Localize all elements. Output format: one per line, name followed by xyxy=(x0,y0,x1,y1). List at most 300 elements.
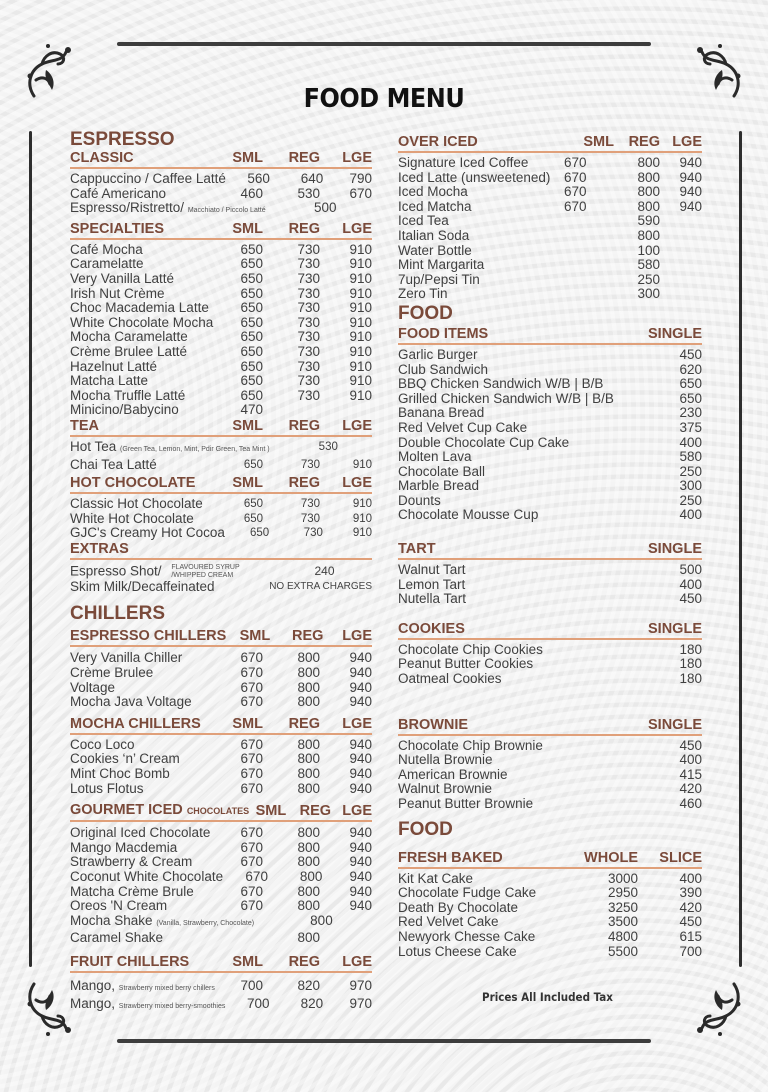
list-item: Original Iced Chocolate 670 800 940 xyxy=(70,825,372,841)
price-reg: 730 xyxy=(303,527,323,540)
price-price: 450 xyxy=(679,591,702,607)
price-lge: 790 xyxy=(349,171,372,186)
price-reg: 730 xyxy=(297,270,320,286)
price-lge xyxy=(660,229,702,244)
price-lge: 940 xyxy=(679,155,702,170)
hot-chocolate-list xyxy=(70,497,372,541)
right-column xyxy=(398,134,702,959)
list-item: Italian Soda 800 xyxy=(398,229,702,244)
price-reg: 820 xyxy=(297,977,320,993)
list-item: Newyork Chesse Cake 4800 615 xyxy=(398,928,702,944)
list-item: Mocha Caramelatte 650 730 910 xyxy=(70,329,372,345)
price-lge: 940 xyxy=(349,780,372,796)
list-item: Minicino/Babycino 470 xyxy=(70,403,372,418)
price-lge: 910 xyxy=(349,270,372,286)
cookies-list xyxy=(398,643,702,687)
price-lge xyxy=(320,403,372,418)
price-whole: 3000 xyxy=(607,870,638,886)
list-item: Crème Brulee Latté 650 730 910 xyxy=(70,343,372,359)
price-reg: 730 xyxy=(297,285,320,301)
price-reg: 730 xyxy=(297,329,320,345)
price-sml: 470 xyxy=(240,402,263,418)
price-lge: 940 xyxy=(349,869,372,884)
list-item: Banana Bread 230 xyxy=(398,405,702,421)
price-sml: 670 xyxy=(240,751,263,767)
price-sml: 670 xyxy=(240,883,263,899)
list-item: Iced Tea 590 xyxy=(398,214,702,229)
price-lge: 940 xyxy=(349,825,372,841)
list-item: Very Vanilla Chiller 670 800 940 xyxy=(70,650,372,666)
price-sml: 650 xyxy=(243,512,263,525)
price-sml: 670 xyxy=(240,766,263,782)
list-item: American Brownie 415 xyxy=(398,766,702,782)
price-sml: 670 xyxy=(240,825,263,841)
price-lge: 940 xyxy=(349,854,372,870)
price-price: 400 xyxy=(679,576,702,592)
price-sml: 700 xyxy=(240,977,263,993)
price-reg: 640 xyxy=(300,171,324,186)
price-sml: 670 xyxy=(240,780,263,796)
price-reg: 800 xyxy=(297,839,320,855)
price-lge: 910 xyxy=(352,527,372,540)
price-sml: 650 xyxy=(240,314,263,330)
price-lge xyxy=(660,214,702,229)
list-item: Very Vanilla Latté 650 730 910 xyxy=(70,270,372,286)
list-item: Walnut Brownie 420 xyxy=(398,781,702,797)
price-sml xyxy=(564,244,614,259)
category-food-2: FOOD xyxy=(398,818,453,840)
list-item: Chai Tea Latté 650 730 910 xyxy=(70,456,372,472)
list-item: Mocha Java Voltage 670 800 940 xyxy=(70,694,372,710)
price-sml: 670 xyxy=(240,679,263,695)
section-fruit-chillers: FRUIT CHILLERS SML REG LGE xyxy=(70,954,372,973)
left-rule xyxy=(29,131,32,967)
price-price: 415 xyxy=(679,766,702,782)
price-reg: 800 xyxy=(297,766,320,782)
price-sml: 650 xyxy=(240,343,263,359)
price-sml: 700 xyxy=(247,995,270,1011)
list-item: Hazelnut Latté 650 730 910 xyxy=(70,358,372,374)
price-lge xyxy=(660,258,702,273)
list-item: Lotus Cheese Cake 5500 700 xyxy=(398,943,702,959)
price-price: 620 xyxy=(679,361,702,377)
list-item: Kit Kat Cake 3000 400 xyxy=(398,870,702,886)
price-price: 250 xyxy=(679,463,702,479)
list-item: Lotus Flotus 670 800 940 xyxy=(70,780,372,796)
price-lge: 910 xyxy=(352,512,372,525)
price-whole: 3250 xyxy=(607,899,638,915)
classic-list xyxy=(70,172,372,219)
price-price: 450 xyxy=(679,737,702,753)
price-reg: 800 xyxy=(297,650,320,666)
price-sml: 650 xyxy=(240,241,263,257)
price-price: 250 xyxy=(679,492,702,508)
list-item: Espresso Shot/ FLAVOURED SYRUP /WHIPPED CREAM 240 xyxy=(70,563,335,579)
list-item: Mocha Truffle Latté 650 730 910 xyxy=(70,387,372,403)
price-sml xyxy=(564,258,614,273)
price-price: 650 xyxy=(679,376,702,392)
price-lge: 910 xyxy=(349,387,372,403)
list-item: Nutella Tart 450 xyxy=(398,591,702,607)
list-item: Irish Nut Crème 650 730 910 xyxy=(70,285,372,301)
list-item: GJC's Creamy Hot Cocoa 650 730 910 xyxy=(70,525,372,541)
price-sml: 670 xyxy=(564,155,587,170)
price-sml xyxy=(564,214,614,229)
section-gourmet-iced: GOURMET ICED CHOCOLATES SML REG LGE xyxy=(70,802,372,822)
price-sml: 650 xyxy=(240,256,263,272)
price-lge xyxy=(333,914,372,932)
price-sml: 670 xyxy=(564,184,587,200)
price-slice: 390 xyxy=(679,885,702,901)
price-reg: 730 xyxy=(297,373,320,389)
price-sml: 670 xyxy=(240,650,263,666)
price-lge: 910 xyxy=(349,329,372,345)
list-item: Mint Margarita 580 xyxy=(398,258,702,273)
price-reg: 300 xyxy=(637,286,660,302)
price-lge: 940 xyxy=(679,184,702,200)
price-sml: 670 xyxy=(240,839,263,855)
list-item: Chocolate Chip Brownie 450 xyxy=(398,737,702,753)
price-lge xyxy=(337,201,372,219)
price-lge: 940 xyxy=(679,169,702,185)
price-reg: 730 xyxy=(297,256,320,272)
price-sml: 670 xyxy=(564,198,587,214)
price-lge: 940 xyxy=(349,679,372,695)
list-item: Red Velvet Cake 3500 450 xyxy=(398,914,702,930)
brownie-list xyxy=(398,739,702,812)
list-item: Cappuccino / Caffee Latté 560 640 790 xyxy=(70,171,372,186)
price-sml: 650 xyxy=(240,300,263,316)
price-reg: 800 xyxy=(297,898,320,914)
list-item: Chocolate Mousse Cup 400 xyxy=(398,507,702,523)
list-item: Oreos 'N Cream 670 800 940 xyxy=(70,898,372,914)
price-sml: 650 xyxy=(243,458,263,471)
section-over-iced: OVER ICED SML REG LGE xyxy=(398,134,702,153)
price-sml xyxy=(564,229,614,244)
section-tart: TART SINGLE xyxy=(398,541,702,560)
price-lge xyxy=(320,931,372,946)
section-cookies: COOKIES SINGLE xyxy=(398,621,702,640)
price-slice: 400 xyxy=(679,870,702,886)
section-specialties: SPECIALTIES SML REG LGE xyxy=(70,221,372,240)
list-item: Peanut Butter Cookies 180 xyxy=(398,656,702,672)
price-lge: 910 xyxy=(349,241,372,257)
price-reg: 820 xyxy=(300,995,324,1011)
list-item: Hot Tea (Green Tea, Lemon, Mint, Pdir Green, Tea Mint ) 530 xyxy=(70,440,372,458)
price-reg: 730 xyxy=(297,358,320,374)
price-whole: 5500 xyxy=(607,943,638,959)
price-reg: 730 xyxy=(300,498,320,511)
section-tea: TEA SML REG LGE xyxy=(70,418,372,437)
price-sml: 670 xyxy=(564,169,587,185)
price-reg: 730 xyxy=(297,300,320,316)
price-lge xyxy=(660,287,702,302)
category-food: FOOD xyxy=(398,302,453,324)
price-reg xyxy=(263,403,320,418)
price-sml: 670 xyxy=(240,736,263,752)
list-item: Chocolate Fudge Cake 2950 390 xyxy=(398,885,702,901)
price-reg: 530 xyxy=(318,440,338,453)
list-item: Matcha Latte 650 730 910 xyxy=(70,373,372,389)
price-sml: 650 xyxy=(240,329,263,345)
section-fresh-baked: FRESH BAKED WHOLE SLICE xyxy=(398,850,702,869)
price-sml: 650 xyxy=(243,498,263,511)
list-item: Zero Tin 300 xyxy=(398,287,702,302)
price-slice: 615 xyxy=(679,928,702,944)
section-mocha-chillers: MOCHA CHILLERS SML REG LGE xyxy=(70,716,372,735)
list-item: Iced Latte (unsweetened) 670 800 940 xyxy=(398,169,702,185)
list-item: Voltage 670 800 940 xyxy=(70,679,372,695)
price-slice: 450 xyxy=(679,914,702,930)
price-sml xyxy=(216,931,263,946)
list-item: Death By Chocolate 3250 420 xyxy=(398,899,702,915)
list-item: Club Sandwich 620 xyxy=(398,361,702,377)
list-item: Skim Milk/Decaffeinated NO EXTRA CHARGES xyxy=(70,578,372,594)
price-lge: 910 xyxy=(349,256,372,272)
price-lge: 940 xyxy=(349,650,372,666)
price-whole: 4800 xyxy=(607,928,638,944)
price-reg: 800 xyxy=(297,854,320,870)
price-price: 400 xyxy=(679,434,702,450)
price-reg: 730 xyxy=(297,343,320,359)
price-slice: 700 xyxy=(679,943,702,959)
price-reg: 800 xyxy=(637,169,660,185)
price-reg: 800 xyxy=(297,751,320,767)
tart-list xyxy=(398,563,702,607)
fruit-chillers-list xyxy=(70,979,372,1014)
section-espresso-chillers: ESPRESSO CHILLERS SML REG LGE xyxy=(70,628,372,647)
price-lge: 940 xyxy=(349,839,372,855)
price-reg: 800 xyxy=(297,930,320,946)
section-classic: CLASSIC SML REG LGE xyxy=(70,150,372,169)
price-reg: 800 xyxy=(297,694,320,710)
price-reg: 800 xyxy=(637,155,660,170)
price-reg: 800 xyxy=(297,736,320,752)
category-chillers: CHILLERS xyxy=(70,603,165,625)
price-sml: 650 xyxy=(240,387,263,403)
list-item: Dounts 250 xyxy=(398,492,702,508)
list-item: Lemon Tart 400 xyxy=(398,576,702,592)
price-reg: 590 xyxy=(637,213,660,229)
price-lge: 910 xyxy=(349,285,372,301)
espresso-chillers-list xyxy=(70,651,372,709)
price-reg: 800 xyxy=(297,780,320,796)
price-reg: 800 xyxy=(637,184,660,200)
list-item: Coco Loco 670 800 940 xyxy=(70,736,372,752)
list-item: White Hot Chocolate 650 730 910 xyxy=(70,510,372,526)
page-title: FOOD MENU xyxy=(303,84,465,114)
price-lge: 940 xyxy=(349,898,372,914)
list-item: White Chocolate Mocha 650 730 910 xyxy=(70,314,372,330)
list-item: Mint Choc Bomb 670 800 940 xyxy=(70,766,372,782)
price-slice: 420 xyxy=(679,899,702,915)
list-item: Strawberry & Cream 670 800 940 xyxy=(70,854,372,870)
price-sml: 670 xyxy=(240,694,263,710)
section-brownie: BROWNIE SINGLE xyxy=(398,717,702,736)
price-reg: 500 xyxy=(314,200,337,216)
section-food-items: FOOD ITEMS SINGLE xyxy=(398,326,702,345)
price-sml: 560 xyxy=(247,171,270,186)
list-item: Iced Mocha 670 800 940 xyxy=(398,184,702,200)
price-lge: 910 xyxy=(349,300,372,316)
mocha-chillers-list xyxy=(70,738,372,796)
price-lge: 910 xyxy=(349,358,372,374)
price-lge: 970 xyxy=(349,995,372,1011)
list-item: Oatmeal Cookies 180 xyxy=(398,671,702,687)
price-reg: 800 xyxy=(297,825,320,841)
list-item: Café Americano 460 530 670 xyxy=(70,185,372,201)
list-item: Crème Brulee 670 800 940 xyxy=(70,665,372,681)
price-reg: 100 xyxy=(637,242,660,258)
price-lge: 940 xyxy=(349,694,372,710)
price-reg: 800 xyxy=(637,227,660,243)
price-sml xyxy=(266,201,298,219)
specialties-list xyxy=(70,243,372,418)
list-item: Red Velvet Cup Cake 375 xyxy=(398,419,702,435)
price-price: 650 xyxy=(679,390,702,406)
price-sml xyxy=(564,273,614,288)
price-price: 400 xyxy=(679,752,702,768)
price-lge xyxy=(338,440,372,458)
list-item: Chocolate Ball 250 xyxy=(398,463,702,479)
price-sml: 650 xyxy=(240,285,263,301)
price-lge: 940 xyxy=(349,751,372,767)
price-reg: 800 xyxy=(297,665,320,681)
tax-note: Prices All Included Tax xyxy=(482,990,613,1004)
price-price: 420 xyxy=(679,781,702,797)
fresh-baked-list xyxy=(398,872,702,960)
price-lge: 910 xyxy=(349,314,372,330)
list-item: Chocolate Chip Cookies 180 xyxy=(398,641,702,657)
price-lge: 910 xyxy=(352,458,372,471)
list-item: Classic Hot Chocolate 650 730 910 xyxy=(70,496,372,512)
food-items-list xyxy=(398,348,702,523)
price-price: 460 xyxy=(679,796,702,811)
gourmet-iced-list xyxy=(70,826,372,946)
price-reg: 530 xyxy=(297,185,320,201)
category-espresso: ESPRESSO xyxy=(70,129,175,150)
section-extras: EXTRAS xyxy=(70,541,372,560)
price-lge: 940 xyxy=(349,766,372,782)
list-item: Grilled Chicken Sandwich W/B | B/B 650 xyxy=(398,390,702,406)
price-price: 450 xyxy=(679,346,702,362)
list-item: Molten Lava 580 xyxy=(398,449,702,465)
left-column xyxy=(70,130,372,1014)
list-item: Iced Matcha 670 800 940 xyxy=(398,198,702,214)
price-price: 180 xyxy=(679,656,702,672)
price-reg: 800 xyxy=(299,869,323,884)
price-reg: 800 xyxy=(637,198,660,214)
price-sml: 670 xyxy=(240,898,263,914)
price-lge: 910 xyxy=(349,373,372,389)
list-item: Marble Bread 300 xyxy=(398,478,702,494)
over-iced-list xyxy=(398,156,702,302)
tea-list xyxy=(70,440,372,472)
price-lge: 940 xyxy=(679,198,702,214)
price-sml xyxy=(254,914,290,932)
price-sml: 650 xyxy=(240,358,263,374)
list-item: Water Bottle 100 xyxy=(398,244,702,259)
list-item: Coconut White Chocolate 670 800 940 xyxy=(70,869,372,884)
list-item: Caramelatte 650 730 910 xyxy=(70,256,372,272)
price-reg: 800 xyxy=(310,912,333,928)
price-lge: 940 xyxy=(349,665,372,681)
price-reg: 800 xyxy=(297,883,320,899)
list-item: Signature Iced Coffee 670 800 940 xyxy=(398,155,702,170)
list-item: Mango, Strawberry mixed berry-smoothies 700 820 970 xyxy=(70,997,372,1015)
price-price: 500 xyxy=(679,562,702,578)
list-item: Cookies ‘n’ Cream 670 800 940 xyxy=(70,751,372,767)
price-lge: 940 xyxy=(349,883,372,899)
list-item: Café Mocha 650 730 910 xyxy=(70,241,372,257)
price-reg: 250 xyxy=(637,271,660,287)
right-rule xyxy=(739,131,742,967)
price-reg: 730 xyxy=(300,458,320,471)
list-item: Peanut Butter Brownie 460 xyxy=(398,796,702,811)
price-lge: 670 xyxy=(349,185,372,201)
price-reg: 730 xyxy=(297,314,320,330)
price-sml: 670 xyxy=(240,854,263,870)
price-sml: 650 xyxy=(240,270,263,286)
price-reg: 730 xyxy=(300,512,320,525)
list-item: Matcha Crème Brule 670 800 940 xyxy=(70,883,372,899)
price-sml: 670 xyxy=(240,665,263,681)
list-item: Caramel Shake 800 xyxy=(70,931,372,946)
price-sml: 460 xyxy=(240,185,263,201)
top-rule xyxy=(117,42,651,46)
price-sml xyxy=(564,287,614,302)
price-reg: 730 xyxy=(297,241,320,257)
price-sml: 650 xyxy=(240,373,263,389)
list-item: BBQ Chicken Sandwich W/B | B/B 650 xyxy=(398,376,702,392)
price-whole: 2950 xyxy=(607,885,638,901)
price-sml xyxy=(270,440,301,458)
list-item: Garlic Burger 450 xyxy=(398,346,702,362)
price-lge: 970 xyxy=(349,977,372,993)
list-item: Walnut Tart 500 xyxy=(398,562,702,578)
list-item: Mango Macdemia 670 800 940 xyxy=(70,839,372,855)
list-item: Nutella Brownie 400 xyxy=(398,752,702,768)
price-lge xyxy=(660,244,702,259)
price-price: 400 xyxy=(679,507,702,523)
price-lge: 910 xyxy=(349,343,372,359)
price-price: 180 xyxy=(679,671,702,687)
price-lge: 940 xyxy=(349,736,372,752)
price-lge xyxy=(660,273,702,288)
price-whole: 3500 xyxy=(607,914,638,930)
price-sml: 650 xyxy=(250,527,270,540)
list-item: 7up/Pepsi Tin 250 xyxy=(398,273,702,288)
price-reg: 580 xyxy=(637,257,660,273)
list-item: Choc Macademia Latte 650 730 910 xyxy=(70,300,372,316)
price-sml: 670 xyxy=(245,869,268,884)
price-price: 375 xyxy=(679,419,702,435)
list-item: Espresso/Ristretto/ Macchiato / Piccolo Latté 500 xyxy=(70,201,372,219)
price-price: 230 xyxy=(679,405,702,421)
list-item: Mango, Strawberry mixed berry chillers 700 820 970 xyxy=(70,979,372,997)
price-price: 300 xyxy=(679,478,702,494)
price-reg: 730 xyxy=(297,387,320,403)
list-item: Mocha Shake (Vanilla, Strawberry, Chocolate) 800 xyxy=(70,914,372,932)
price-price: 580 xyxy=(679,449,702,465)
section-hot-chocolate: HOT CHOCOLATE SML REG LGE xyxy=(70,475,372,494)
price-reg: 800 xyxy=(297,679,320,695)
flourish-bottom-right-icon xyxy=(686,980,746,1040)
bottom-rule xyxy=(117,1039,651,1043)
price-lge: 910 xyxy=(352,498,372,511)
list-item: Double Chocolate Cup Cake 400 xyxy=(398,434,702,450)
price-price: 180 xyxy=(679,641,702,657)
